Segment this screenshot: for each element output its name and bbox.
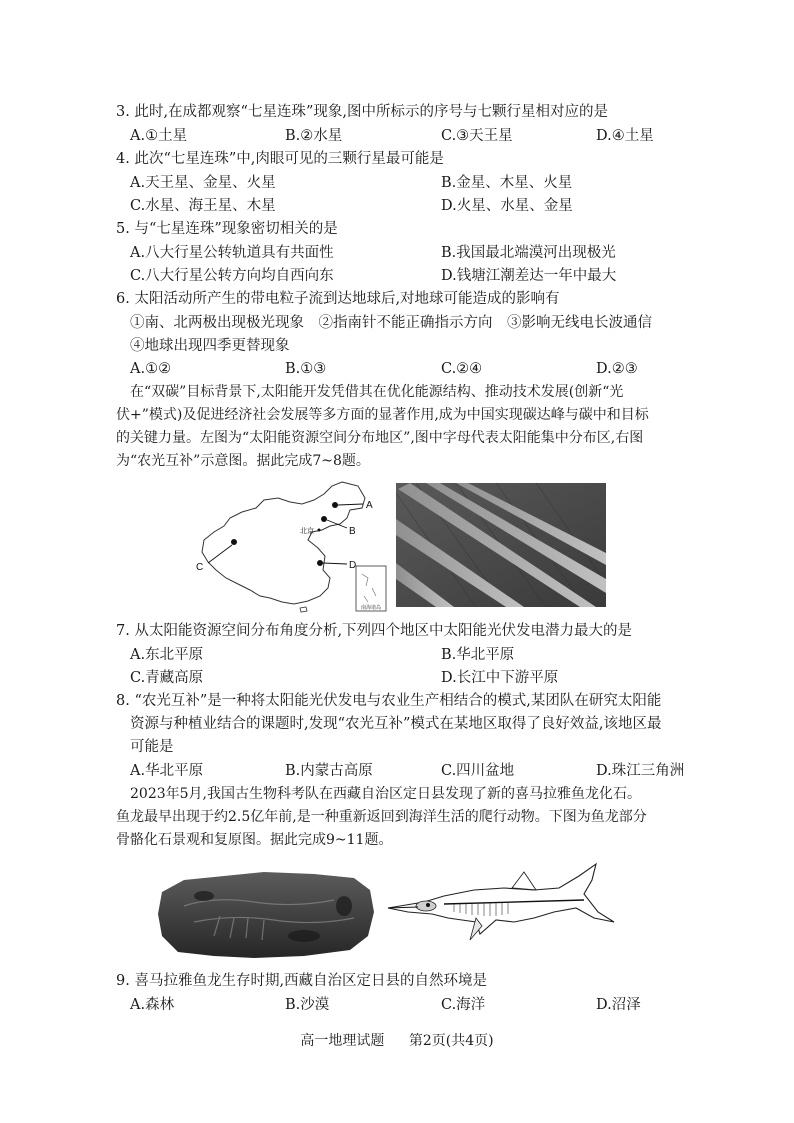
question-6-stem: 6. 太阳活动所产生的带电粒子流到达地球后,对地球可能造成的影响有	[116, 291, 560, 307]
question-8-stem-line-1: 8. “农光互补”是一种将太阳能光伏发电与农业生产相结合的模式,某团队在研究太阳能	[116, 693, 662, 709]
fossil-passage-line-2: 鱼龙最早出现于约2.5亿年前,是一种重新返回到海洋生活的爬行动物。下图为鱼龙部分	[116, 809, 647, 825]
ichthyosaur-skull	[416, 901, 436, 911]
q9-option-a: A.森林	[130, 997, 175, 1013]
q6-items-line-1: ①南、北两极出现极光现象 ②指南针不能正确指示方向 ③影响无线电长波通信	[130, 315, 652, 331]
q5-option-d: D.钱塘江潮差达一年中最大	[441, 268, 617, 284]
inset-islands	[362, 574, 376, 602]
q5-option-c: C.八大行星公转方向均自西向东	[130, 268, 334, 284]
q4-option-c: C.水星、海王星、木星	[130, 198, 276, 214]
china-outline	[202, 482, 365, 604]
footer-page-number: 第2页(共4页)	[408, 1033, 494, 1049]
footer-subject: 高一地理试题	[300, 1033, 385, 1049]
label-b: B	[349, 526, 356, 537]
q8-option-c: C.四川盆地	[441, 763, 515, 779]
q7-option-a: A.东北平原	[130, 647, 204, 663]
fossil-passage	[116, 783, 696, 852]
ichthyosaur-body-outline	[388, 864, 614, 934]
question-8-stem-line-3: 可能是	[130, 739, 174, 755]
q3-option-d: D.④土星	[596, 128, 654, 144]
q7-option-c: C.青藏高原	[130, 670, 204, 686]
solar-passage-line-2: 伏+”模式)及促进经济社会发展等多方面的显著作用,成为中国实现碳达峰与碳中和目标	[116, 407, 649, 423]
q8-option-d: D.珠江三角洲	[596, 763, 685, 779]
solar-passage-line-4: 为“农光互补”示意图。据此完成7~8题。	[116, 453, 370, 469]
q9-option-b: B.沙漠	[285, 997, 330, 1013]
ichthyosaur-dorsal-fin	[512, 872, 536, 890]
china-solar-map	[190, 478, 390, 616]
ichthyosaur-reconstruction	[384, 860, 620, 946]
q8-option-b: B.内蒙古高原	[285, 763, 373, 779]
solar-passage-line-3: 的关键力量。左图为“太阳能资源空间分布地区”,图中字母代表太阳能集中分布区,右图	[116, 430, 644, 446]
q7-option-d: D.长江中下游平原	[441, 670, 559, 686]
q3-option-c: C.③天王星	[441, 128, 513, 144]
question-3-stem: 3. 此时,在成都观察“七星连珠”现象,图中所标示的序号与七颗行星相对应的是	[116, 104, 608, 120]
question-8-stem-line-2: 资源与种植业结合的课题时,发现“农光互补”模式在某地区取得了良好效益,该地区最	[130, 716, 662, 732]
solar-passage	[116, 381, 696, 473]
agrivoltaic-photo	[396, 483, 606, 607]
hainan-island	[300, 607, 307, 612]
q8-option-a: A.华北平原	[130, 763, 204, 779]
inset-caption: 南海诸岛	[360, 605, 382, 611]
q5-option-b: B.我国最北端漠河出现极光	[441, 245, 616, 261]
ichthyosaur-fossil-photo	[154, 866, 376, 962]
question-4-stem: 4. 此次“七星连珠”中,肉眼可见的三颗行星最可能是	[116, 151, 444, 167]
point-c	[231, 539, 237, 545]
label-d: D	[349, 560, 357, 571]
question-5-stem: 5. 与“七星连珠”现象密切相关的是	[116, 221, 338, 237]
point-d	[317, 560, 323, 566]
q4-option-b: B.金星、木星、火星	[441, 175, 573, 191]
beijing-marker	[318, 529, 321, 532]
q4-option-d: D.火星、水星、金星	[441, 198, 573, 214]
q7-option-b: B.华北平原	[441, 647, 515, 663]
q9-option-c: C.海洋	[441, 997, 486, 1013]
fossil-passage-line-1: 2023年5月,我国古生物科考队在西藏自治区定日县发现了新的喜马拉雅鱼龙化石。	[130, 786, 641, 802]
q6-items-line-2: ④地球出现四季更替现象	[130, 338, 290, 354]
q3-option-b: B.②水星	[285, 128, 343, 144]
q6-option-b: B.①③	[285, 361, 327, 377]
question-9-stem: 9. 喜马拉雅鱼龙生存时期,西藏自治区定日县的自然环境是	[116, 973, 488, 989]
point-b	[321, 516, 327, 522]
point-a	[332, 502, 338, 508]
page-footer	[0, 1030, 794, 1050]
ichthyosaur-eye	[426, 903, 430, 907]
q6-option-a: A.①②	[130, 361, 172, 377]
fossil-passage-line-3: 骨骼化石景观和复原图。据此完成9~11题。	[116, 832, 393, 848]
label-c: C	[196, 562, 204, 573]
q4-option-a: A.天王星、金星、火星	[130, 175, 276, 191]
q6-option-c: C.②④	[441, 361, 483, 377]
beijing-label: 北京	[300, 528, 314, 535]
label-a: A	[366, 500, 373, 511]
q3-option-a: A.①土星	[130, 128, 188, 144]
question-7-stem: 7. 从太阳能资源空间分布角度分析,下列四个地区中太阳能光伏发电潜力最大的是	[116, 623, 633, 639]
q6-option-d: D.②③	[596, 361, 638, 377]
q9-option-d: D.沼泽	[596, 997, 641, 1013]
q5-option-a: A.八大行星公转轨道具有共面性	[130, 245, 334, 261]
solar-passage-line-1: 在“双碳”目标背景下,太阳能开发凭借其在优化能源结构、推动技术发展(创新“光	[130, 384, 624, 400]
